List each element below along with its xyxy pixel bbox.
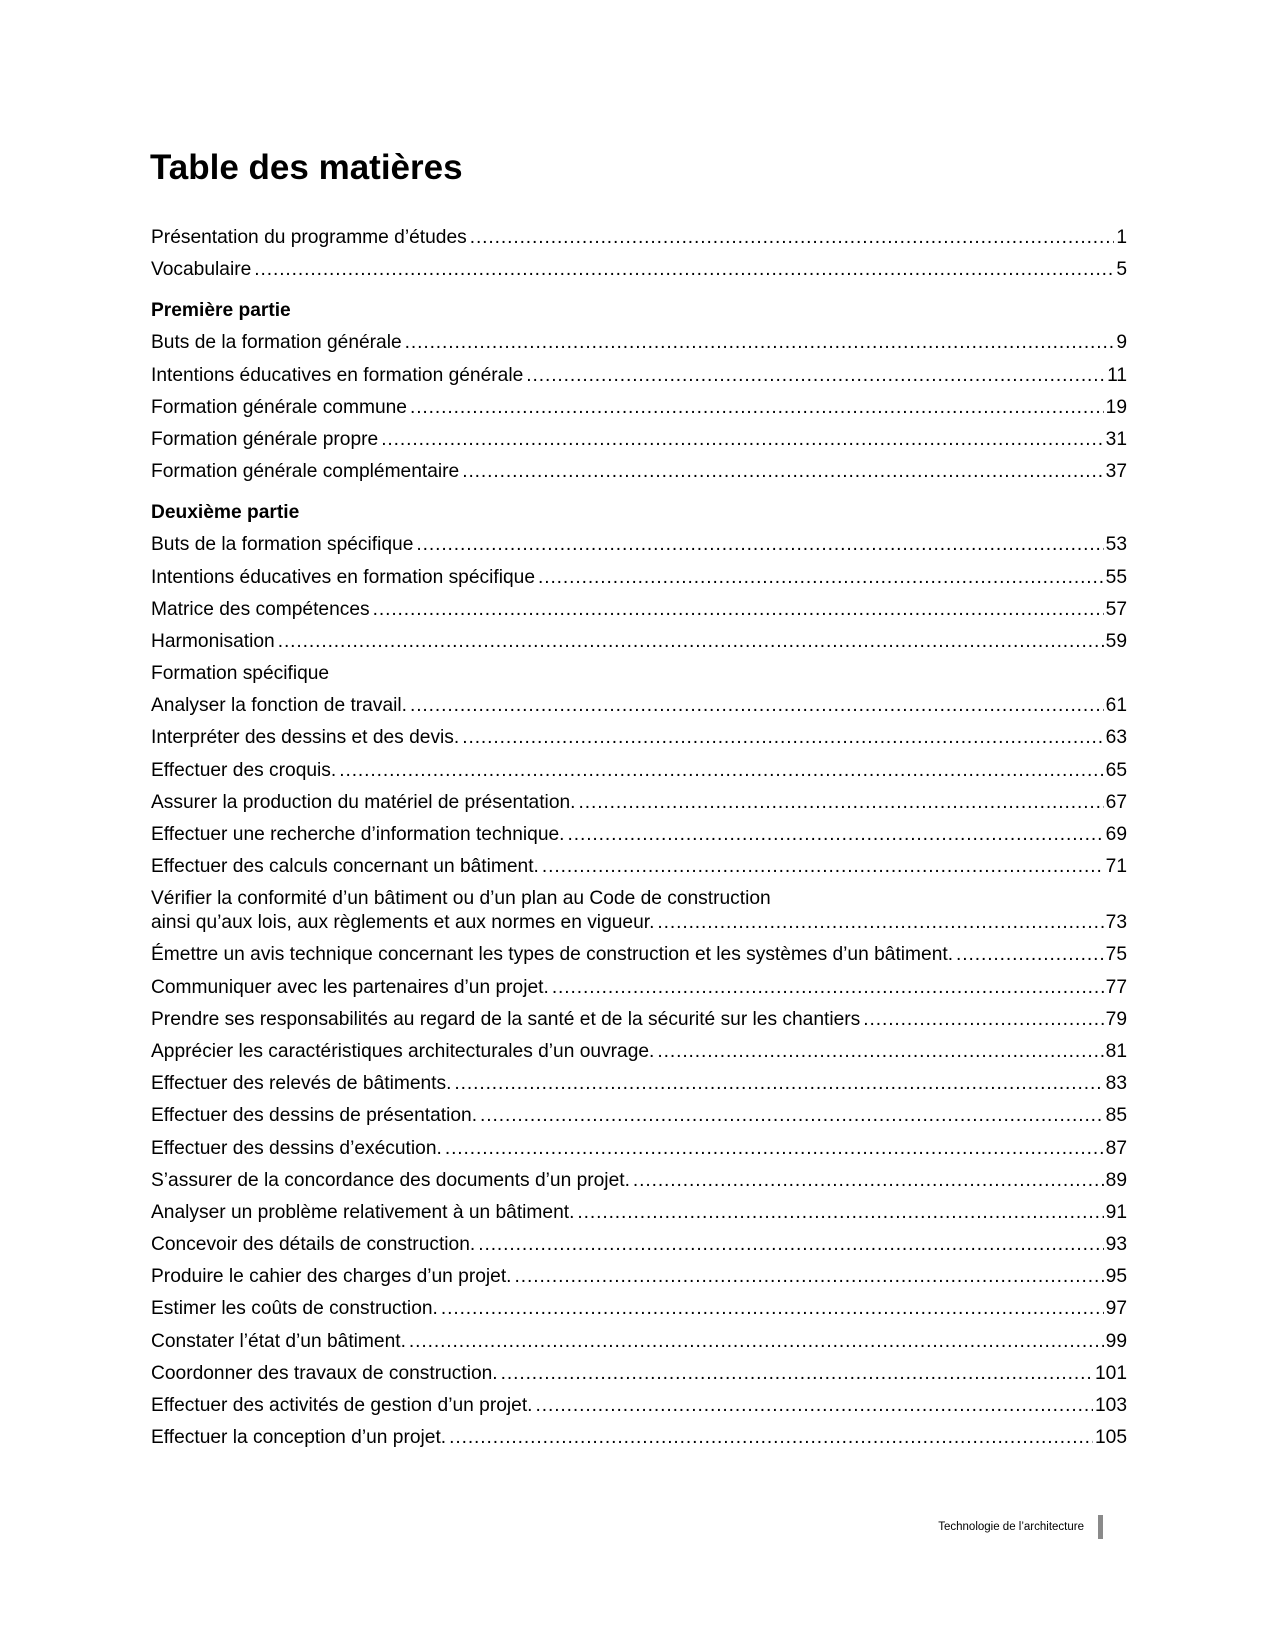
toc-entry[interactable] [151,755,1127,787]
toc-entry[interactable] [151,529,1127,561]
toc-entry-page: 75 [1105,944,1127,966]
toc-entry[interactable] [151,1261,1127,1293]
toc-entry-page: 55 [1105,566,1127,588]
toc-entry-label: Prendre ses responsabilités au regard de la santé et de la sécurité sur les chantiers [151,1008,861,1030]
dot-leader [863,1004,1103,1036]
toc-entry-label: Apprécier les caractéristiques architecturales d’un ouvrage. [151,1040,655,1062]
toc-entry-page: 93 [1105,1234,1127,1256]
part2-heading: Deuxième partie [151,502,300,524]
toc-entry-label: Effectuer la conception d’un projet. [151,1427,447,1449]
dot-leader [538,562,1104,594]
toc-entry-label: Assurer la production du matériel de présentation. [151,791,576,813]
toc-entry-label: Intentions éducatives en formation générale [151,364,524,386]
page-footer [938,1515,1103,1539]
toc-entry-label: Effectuer des activités de gestion d’un projet. [151,1395,533,1416]
toc-entry[interactable] [151,1326,1127,1358]
dot-leader [956,939,1104,971]
toc-entry[interactable] [151,1004,1127,1036]
toc-entry-page: 69 [1105,824,1127,845]
toc-entry-multiline[interactable] [151,883,1127,939]
dot-leader [470,222,1115,254]
table-of-contents [151,222,1127,1454]
toc-entry-label: Analyser la fonction de travail. [151,695,407,717]
specific-entries-b [151,939,1127,1454]
toc-entry[interactable] [151,1422,1127,1454]
toc-entry-label: Estimer les coûts de construction. [151,1298,438,1320]
toc-entry[interactable] [151,1133,1127,1165]
toc-entry-page: 53 [1105,534,1127,556]
toc-entry-page: 85 [1105,1105,1127,1127]
dot-leader [454,1068,1103,1100]
dot-leader [633,1165,1104,1197]
dot-leader [441,1293,1104,1325]
toc-entry-page: 97 [1105,1298,1127,1320]
toc-entry-label: Analyser un problème relativement à un bâtiment. [151,1201,575,1223]
toc-entry-page: 37 [1105,461,1127,483]
dot-leader [478,1229,1103,1261]
toc-entry[interactable] [151,222,1127,254]
dot-leader [409,1326,1104,1358]
toc-entry[interactable] [151,626,1127,658]
toc-entry-label: Formation générale commune [151,396,407,418]
dot-leader [449,1422,1093,1454]
toc-entry-page: 19 [1105,396,1127,418]
toc-entry[interactable] [151,1036,1127,1068]
dot-leader [339,755,1103,787]
toc-entry-label: Effectuer des dessins de présentation. [151,1105,478,1127]
page-title: Table des matières [150,148,463,187]
toc-entry-page: 73 [1105,912,1127,934]
specific-subheading: Formation spécifique [151,663,330,685]
toc-entry-page: 103 [1094,1395,1127,1416]
toc-entry-label: Effectuer des calculs concernant un bâtiment. [151,856,539,878]
toc-entry-page: 71 [1105,856,1127,878]
toc-entry[interactable] [151,360,1127,392]
toc-entry[interactable] [151,819,1127,851]
dot-leader [480,1100,1104,1132]
dot-leader [410,392,1104,424]
toc-entry[interactable] [151,1068,1127,1100]
toc-entry[interactable] [151,1100,1127,1132]
part1-entries [151,327,1127,488]
toc-entry-label: Effectuer une recherche d’information technique. [151,824,565,845]
dot-leader [577,1197,1103,1229]
toc-entry[interactable] [151,972,1127,1004]
footer-text: Technologie de l’architecture [938,1521,1084,1533]
toc-entry-page: 67 [1105,791,1127,813]
dot-leader [542,851,1104,883]
toc-entry-page: 1 [1116,227,1127,248]
dot-leader [254,254,1114,286]
toc-entry-label: Émettre un avis technique concernant les types de construction et les systèmes d’un bâtiment. [151,944,954,966]
footer-bar [1098,1515,1103,1539]
toc-entry-label: Harmonisation [151,630,275,652]
toc-entry-label: Constater l’état d’un bâtiment. [151,1330,406,1352]
dot-leader [552,972,1104,1004]
toc-entry[interactable] [151,254,1127,286]
dot-leader [657,911,1103,935]
toc-entry-page: 87 [1105,1137,1127,1159]
part1-heading: Première partie [151,300,291,322]
part2-entries [151,529,1127,658]
toc-entry-label: Présentation du programme d’études [151,227,467,248]
dot-leader [568,819,1104,851]
toc-entry-page: 99 [1105,1330,1127,1352]
toc-entry-page: 65 [1105,759,1127,781]
toc-entry-page: 91 [1105,1201,1127,1223]
toc-entry-page: 95 [1105,1266,1127,1288]
dot-leader [373,594,1104,626]
specific-entries-a [151,690,1127,883]
dot-leader [536,1390,1093,1422]
toc-entry-label: Formation générale complémentaire [151,461,460,483]
toc-entry-label: S’assurer de la concordance des documents d’un projet. [151,1169,630,1191]
toc-entry[interactable] [151,562,1127,594]
toc-entry-label: Communiquer avec les partenaires d’un projet. [151,976,549,998]
toc-entry-page: 101 [1094,1362,1127,1384]
dot-leader [445,1133,1104,1165]
toc-entry[interactable] [151,456,1127,488]
dot-leader [405,327,1115,359]
toc-entry-page: 63 [1105,727,1127,749]
toc-entry-label: Interpréter des dessins et des devis. [151,727,460,749]
toc-entry[interactable] [151,722,1127,754]
toc-entry-label: Effectuer des dessins d’exécution. [151,1137,442,1159]
toc-entry-page: 77 [1105,976,1127,998]
toc-entry[interactable] [151,787,1127,819]
dot-leader [416,529,1103,561]
toc-entry[interactable] [151,1229,1127,1261]
toc-entry-label-line1: Vérifier la conformité d’un bâtiment ou d’un plan au Code de construction [151,888,771,910]
intro-section [151,222,1127,286]
toc-entry-page: 9 [1116,332,1127,354]
toc-entry-label: Effectuer des croquis. [151,759,337,781]
toc-entry[interactable] [151,392,1127,424]
dot-leader [579,787,1104,819]
toc-entry-page: 59 [1105,630,1127,652]
toc-entry-line2 [151,911,1127,935]
toc-entry-page: 57 [1105,598,1127,620]
toc-entry[interactable] [151,1358,1127,1390]
toc-entry-page: 5 [1116,259,1127,281]
toc-entry-page: 11 [1107,364,1127,386]
toc-entry[interactable] [151,851,1127,883]
toc-entry[interactable] [151,939,1127,971]
toc-entry[interactable] [151,594,1127,626]
toc-entry[interactable] [151,690,1127,722]
dot-leader [381,424,1103,456]
toc-entry-label: Effectuer des relevés de bâtiments. [151,1073,452,1095]
toc-entry-label: Buts de la formation spécifique [151,534,414,556]
toc-entry-page: 31 [1105,428,1127,450]
dot-leader [501,1358,1093,1390]
toc-entry[interactable] [151,1197,1127,1229]
toc-entry-page: 61 [1105,695,1127,717]
toc-entry-label: Formation générale propre [151,428,379,450]
dot-leader [278,626,1104,658]
toc-entry-label: Concevoir des détails de construction. [151,1234,476,1256]
toc-entry[interactable] [151,1293,1127,1325]
toc-entry-label: Vocabulaire [151,259,252,281]
dot-leader [657,1036,1103,1068]
toc-entry-label: Coordonner des travaux de construction. [151,1362,498,1384]
toc-entry-label: Produire le cahier des charges d’un projet. [151,1266,512,1288]
dot-leader [462,722,1103,754]
toc-entry[interactable] [151,1390,1127,1422]
toc-entry-page: 81 [1105,1040,1127,1062]
toc-entry[interactable] [151,424,1127,456]
dot-leader [462,456,1103,488]
toc-entry-label: Matrice des compétences [151,598,370,620]
toc-entry[interactable] [151,327,1127,359]
dot-leader [526,360,1105,392]
toc-entry[interactable] [151,1165,1127,1197]
toc-entry-page: 83 [1105,1073,1127,1095]
toc-entry-page: 89 [1105,1169,1127,1191]
toc-entry-label: Buts de la formation générale [151,332,402,354]
toc-entry-page: 105 [1094,1427,1127,1449]
toc-entry-label-line2: ainsi qu’aux lois, aux règlements et aux normes en vigueur. [151,912,655,934]
toc-entry-label: Intentions éducatives en formation spécifique [151,566,535,588]
toc-entry-page: 79 [1105,1008,1127,1030]
dot-leader [515,1261,1104,1293]
dot-leader [410,690,1104,722]
